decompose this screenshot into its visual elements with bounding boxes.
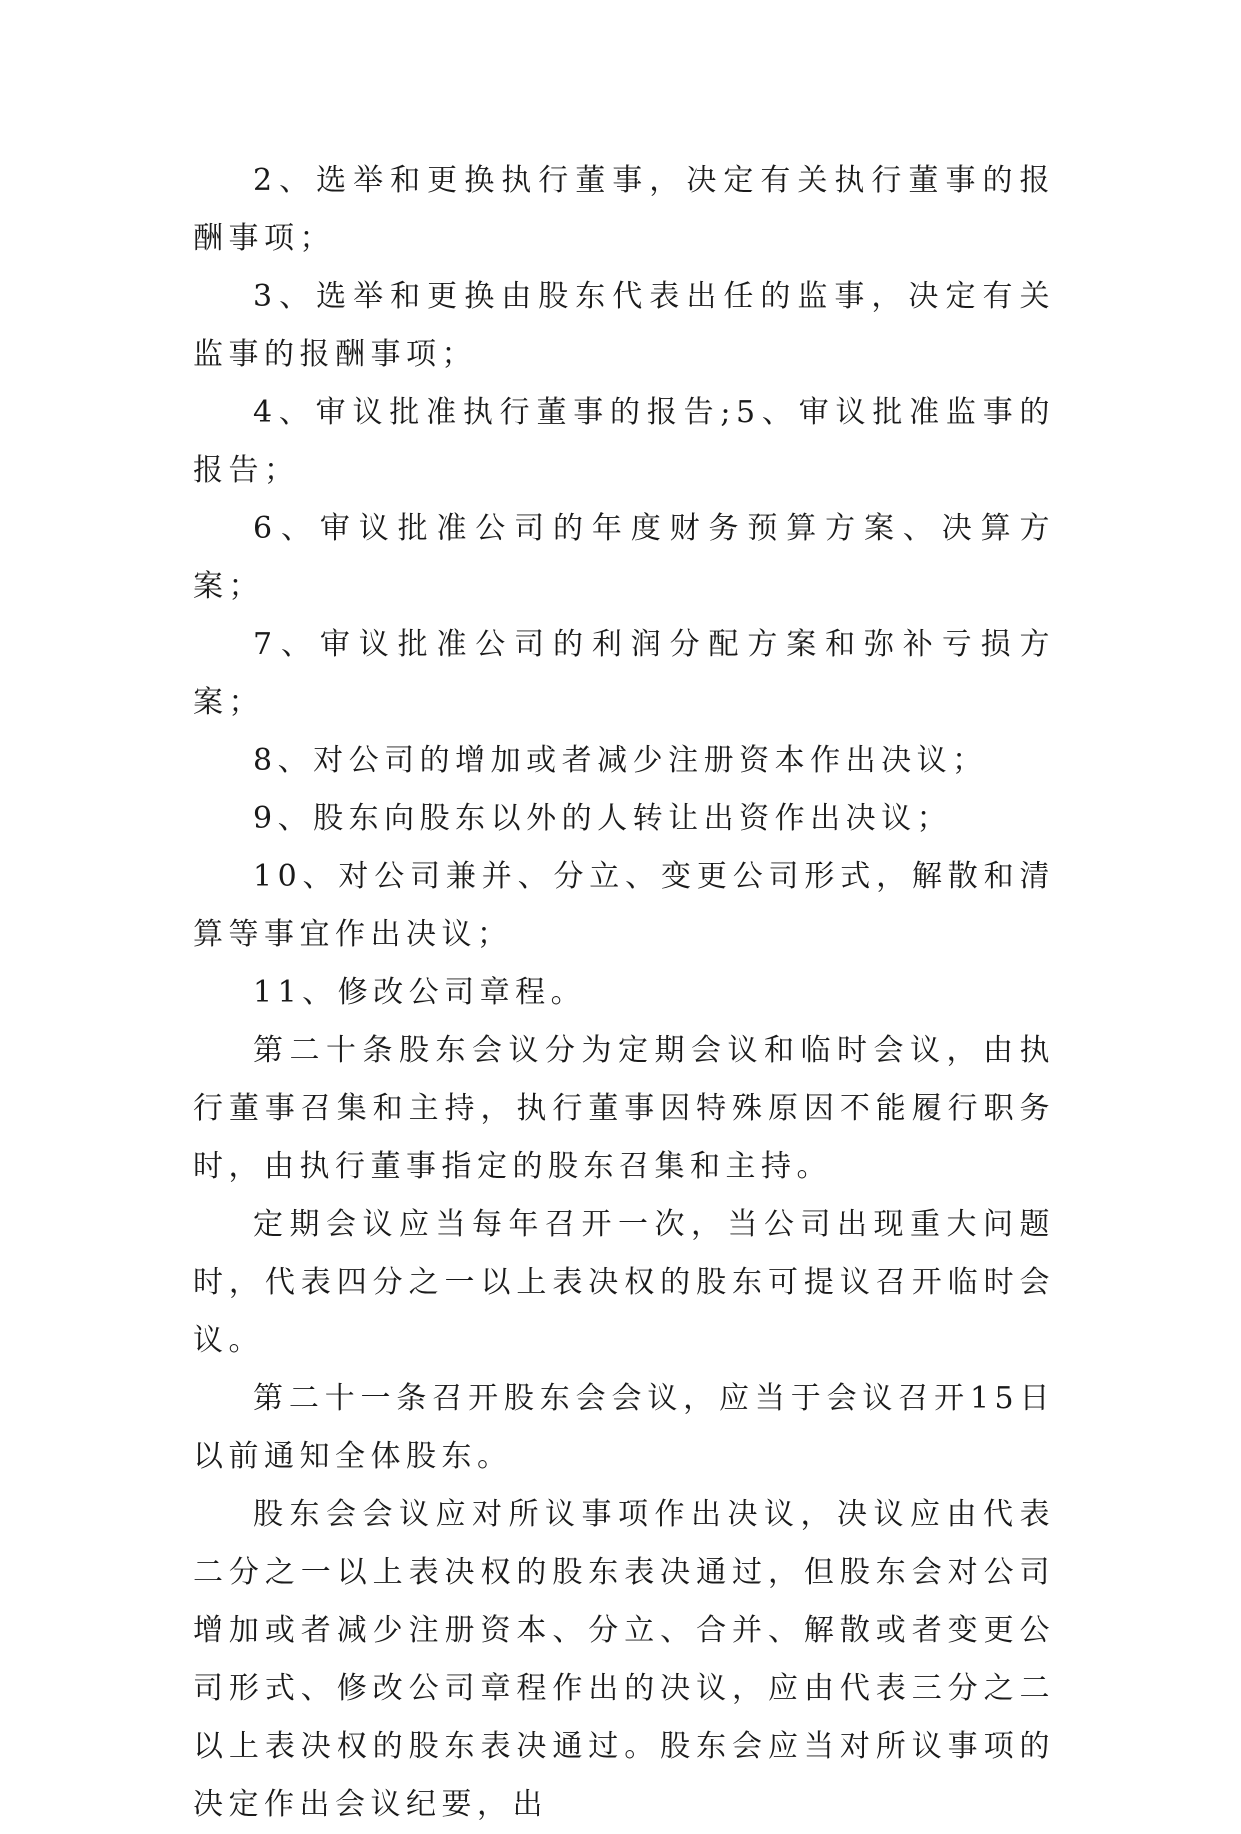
paragraph-article-20: 第二十条股东会议分为定期会议和临时会议，由执行董事召集和主持，执行董事因特殊原因不能履行职务时，由执行董事指定的股东召集和主持。 xyxy=(193,1033,1055,1184)
paragraph-item-8: 8、对公司的增加或者减少注册资本作出决议； xyxy=(253,743,988,778)
paragraph-item-2: 2、选举和更换执行董事，决定有关执行董事的报酬事项； xyxy=(193,163,1055,256)
paragraph-item-3: 3、选举和更换由股东代表出任的监事，决定有关监事的报酬事项； xyxy=(193,279,1055,372)
paragraph-item-6: 6、审议批准公司的年度财务预算方案、决算方案； xyxy=(193,511,1055,604)
paragraph-resolution-rules: 股东会会议应对所议事项作出决议，决议应由代表二分之一以上表决权的股东表决通过，但股东会对公司增加或者减少注册资本、分立、合并、解散或者变更公司形式、修改公司章程作出的决议，应由代表三分之二以上表决权的股东表决通过。股东会应当对所议事项的决定作出会议纪要，出 xyxy=(193,1497,1055,1822)
paragraph-item-10: 10、对公司兼并、分立、变更公司形式，解散和清算等事宜作出决议； xyxy=(193,859,1055,952)
paragraph-regular-meeting: 定期会议应当每年召开一次，当公司出现重大问题时，代表四分之一以上表决权的股东可提议召开临时会议。 xyxy=(193,1207,1055,1358)
paragraph-item-7: 7、审议批准公司的利润分配方案和弥补亏损方案； xyxy=(193,627,1055,720)
paragraph-item-11: 11、修改公司章程。 xyxy=(253,975,587,1010)
document-body xyxy=(193,152,1055,1834)
paragraph-item-9: 9、股东向股东以外的人转让出资作出决议； xyxy=(253,801,953,836)
paragraph-items-4-5: 4、审议批准执行董事的报告;5、审议批准监事的报告； xyxy=(193,395,1055,488)
paragraph-article-21: 第二十一条召开股东会会议，应当于会议召开15日以前通知全体股东。 xyxy=(193,1381,1055,1474)
